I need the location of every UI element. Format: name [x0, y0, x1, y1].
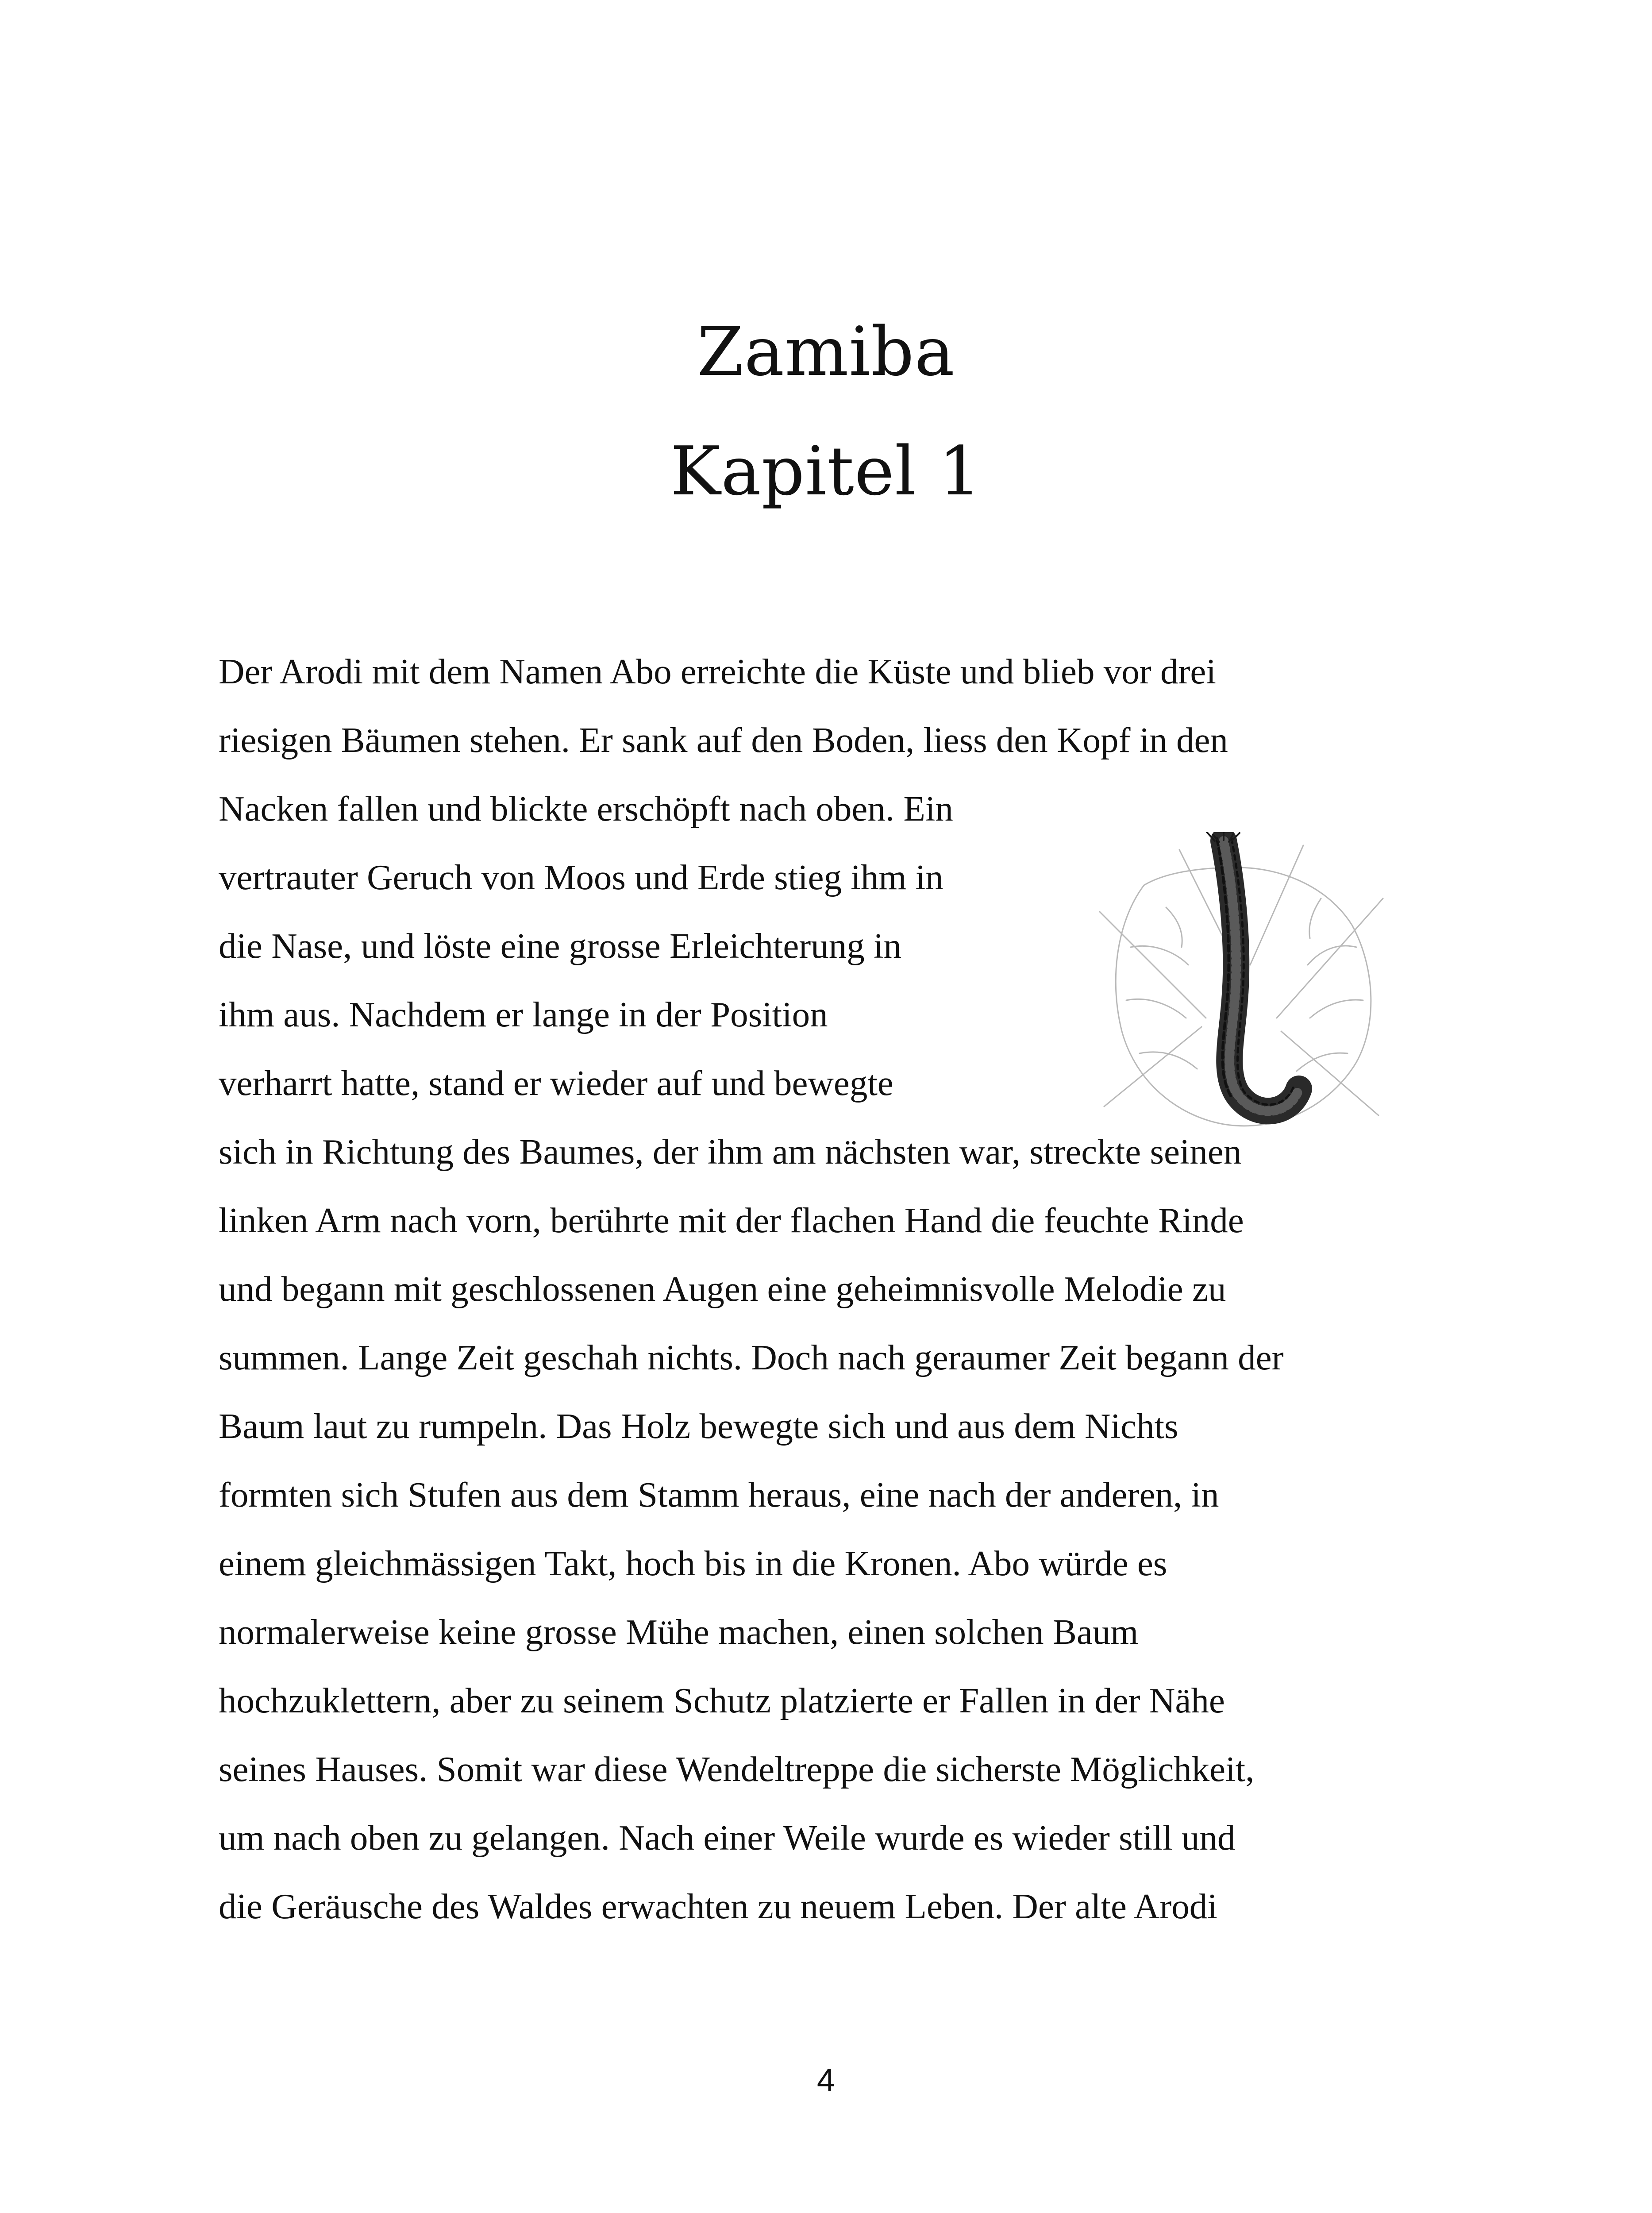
- text-line: und begann mit geschlossenen Augen eine geheimnisvolle Melodie zu: [219, 1269, 1226, 1309]
- text-line: hochzuklettern, aber zu seinem Schutz platzierte er Fallen in der Nähe: [219, 1681, 1225, 1720]
- page-number: 4: [816, 2062, 836, 2098]
- text-line: riesigen Bäumen stehen. Er sank auf den Boden, liess den Kopf in den: [219, 720, 1228, 760]
- text-line: Baum laut zu rumpeln. Das Holz bewegte sich und aus dem Nichts: [219, 1406, 1178, 1446]
- chapter-heading: [0, 292, 1652, 531]
- text-line: sich in Richtung des Baumes, der ihm am nächsten war, streckte seinen: [219, 1132, 1242, 1172]
- text-line: die Nase, und löste eine grosse Erleichterung in: [219, 926, 902, 966]
- text-line: verharrt hatte, stand er wieder auf und bewegte: [219, 1063, 893, 1103]
- text-line: Der Arodi mit dem Namen Abo erreichte die Küste und blieb vor drei: [219, 652, 1216, 691]
- text-line: summen. Lange Zeit geschah nichts. Doch nach geraumer Zeit begann der: [219, 1338, 1284, 1377]
- tail-sketch-icon: [1091, 832, 1392, 1142]
- text-line: formten sich Stufen aus dem Stamm heraus, eine nach der anderen, in: [219, 1475, 1219, 1515]
- text-line: einem gleichmässigen Takt, hoch bis in die Kronen. Abo würde es: [219, 1543, 1167, 1583]
- text-line: die Geräusche des Waldes erwachten zu neuem Leben. Der alte Arodi: [219, 1886, 1217, 1926]
- text-line: vertrauter Geruch von Moos und Erde stieg ihm in: [219, 857, 943, 897]
- text-line: seines Hauses. Somit war diese Wendeltreppe die sicherste Möglichkeit,: [219, 1749, 1255, 1789]
- text-line: linken Arm nach vorn, berührte mit der flachen Hand die feuchte Rinde: [219, 1200, 1244, 1240]
- text-line: ihm aus. Nachdem er lange in der Position: [219, 995, 828, 1034]
- book-title: Zamiba: [697, 312, 955, 391]
- text-line: normalerweise keine grosse Mühe machen, einen solchen Baum: [219, 1612, 1139, 1652]
- chapter-title: Kapitel 1: [670, 432, 982, 510]
- text-line: Nacken fallen und blickte erschöpft nach oben. Ein: [219, 789, 953, 829]
- text-line: um nach oben zu gelangen. Nach einer Weile wurde es wieder still und: [219, 1818, 1236, 1858]
